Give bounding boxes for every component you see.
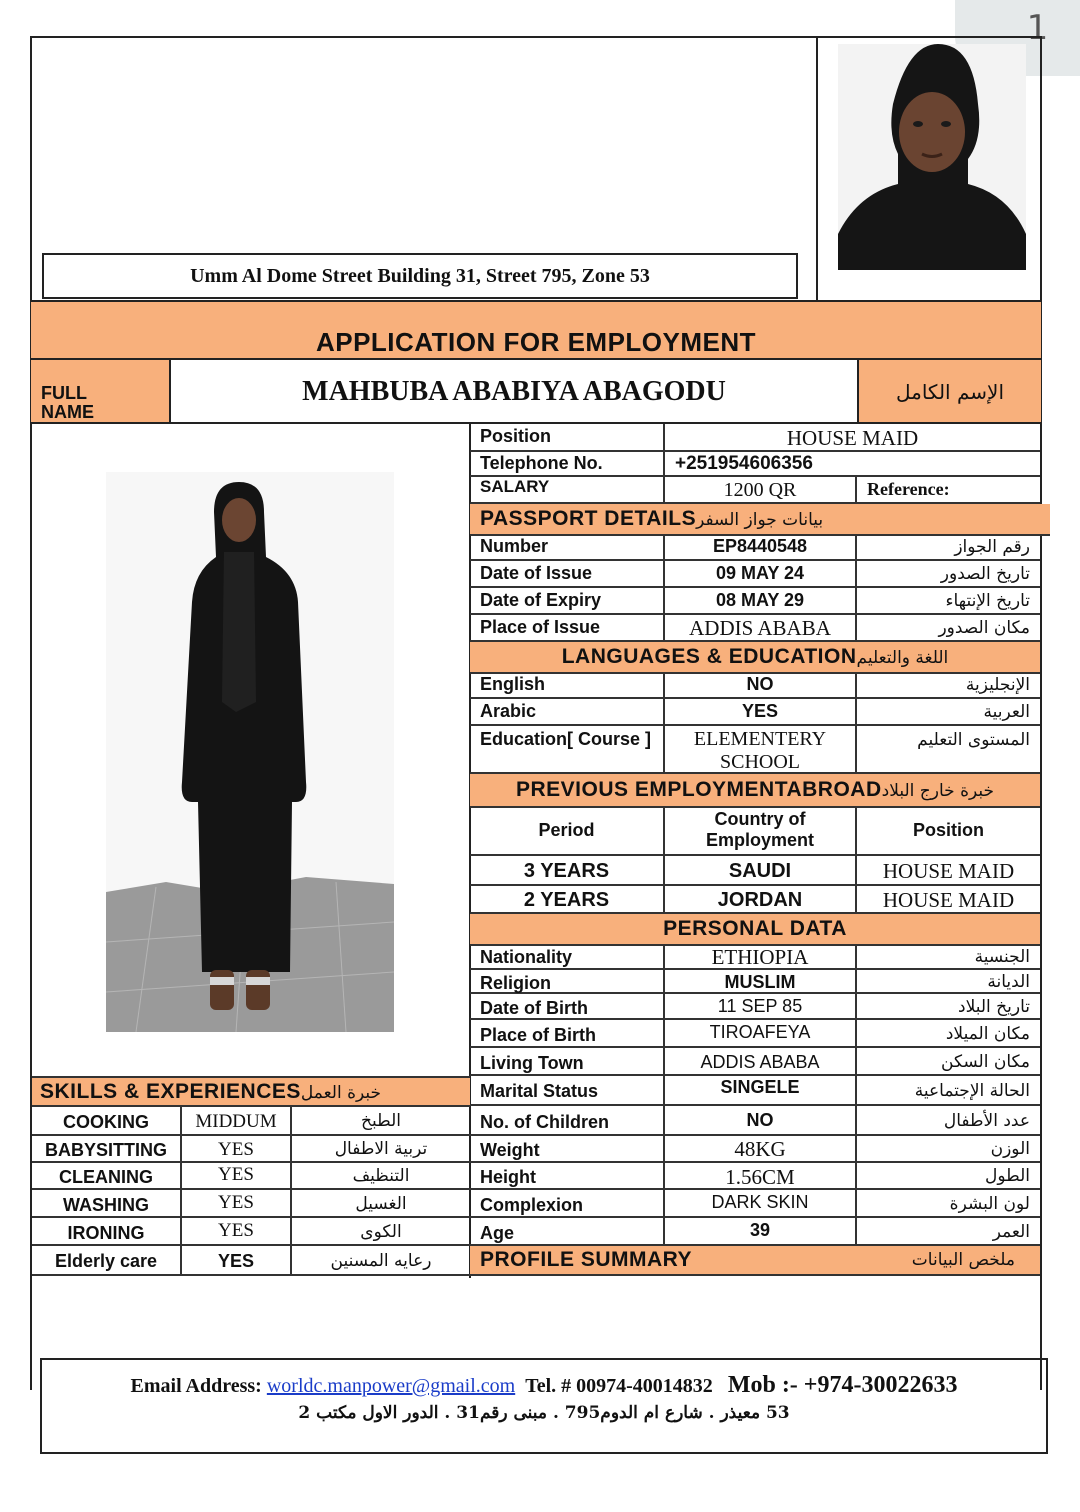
employment-country: SAUDI (665, 856, 857, 884)
skill-arabic: الغسيل (355, 1194, 407, 1214)
employment-country: JORDAN (665, 886, 857, 912)
email-label: Email Address: (130, 1375, 262, 1397)
full-body-photo (106, 472, 394, 1032)
footer-contact-line (42, 1360, 1046, 1399)
skill-name: COOKING (32, 1107, 182, 1134)
skill-level: MIDDUM (182, 1107, 292, 1134)
skill-row (32, 1136, 470, 1163)
skill-row (32, 1163, 470, 1190)
position-label: Position (470, 424, 665, 450)
profile-summary-bar (470, 1246, 1040, 1276)
place-of-issue-arabic: مكان الصدور (938, 618, 1030, 638)
salary-row (470, 477, 1040, 504)
english-value: NO (665, 672, 857, 697)
language-row (470, 699, 1040, 726)
personal-row (470, 1190, 1040, 1218)
salary-value: 1200 QR (665, 477, 857, 502)
marital-status-label: Marital Status (470, 1076, 665, 1104)
age-label: Age (470, 1218, 665, 1244)
skill-level: YES (182, 1246, 292, 1274)
position-value: HOUSE MAID (786, 426, 919, 450)
page-title: APPLICATION FOR EMPLOYMENT (315, 327, 757, 357)
position-column-header: Position (913, 820, 984, 840)
address-text: Umm Al Dome Street Building 31, Street 795, Zone 53 (190, 265, 650, 287)
nationality-value: ETHIOPIA (665, 944, 857, 968)
place-of-issue-label: Place of Issue (470, 615, 665, 640)
languages-header-arabic: اللغة والتعليم (856, 648, 949, 668)
skill-row (32, 1218, 470, 1246)
issue-date-label: Date of Issue (470, 561, 665, 586)
position-row (470, 424, 1040, 452)
religion-arabic: الديانة (987, 972, 1030, 992)
skills-header-arabic: خبرة العمل (300, 1083, 382, 1103)
dob-value: 11 SEP 85 (665, 994, 857, 1018)
languages-header-text: LANGUAGES & EDUCATION (561, 645, 857, 668)
religion-label: Religion (470, 970, 665, 992)
dob-arabic: تاريخ البلاد (958, 997, 1030, 1017)
passport-number-arabic: رقم الجواز (954, 537, 1030, 557)
skill-arabic: الطبخ (361, 1111, 401, 1131)
religion-value: MUSLIM (665, 970, 857, 992)
living-town-arabic: مكان السكن (941, 1052, 1030, 1072)
skill-row (32, 1107, 470, 1136)
skill-name: BABYSITTING (32, 1136, 182, 1161)
skill-name: Elderly care (32, 1246, 182, 1274)
passport-row (470, 561, 1040, 588)
nationality-arabic: الجنسية (974, 947, 1030, 967)
english-arabic: الإنجليزية (965, 675, 1030, 695)
place-of-issue-value: ADDIS ABABA (665, 615, 857, 640)
employment-header-text: PREVIOUS EMPLOYMENTABROAD (516, 778, 882, 801)
place-of-birth-label: Place of Birth (470, 1020, 665, 1046)
personal-row (470, 944, 1040, 970)
employment-column-headers (470, 806, 1040, 856)
arabic-value: YES (665, 699, 857, 724)
living-town-label: Living Town (470, 1048, 665, 1074)
title-bar (31, 300, 1041, 360)
passport-row (470, 615, 1040, 642)
skills-header (32, 1076, 470, 1107)
employment-period: 2 YEARS (470, 886, 665, 912)
skill-row (32, 1190, 470, 1218)
weight-arabic: الوزن (990, 1139, 1030, 1159)
passport-header-text: PASSPORT DETAILS (480, 507, 697, 530)
telephone-text: Tel. # 00974-40014832 (525, 1375, 713, 1397)
languages-header (470, 642, 1040, 674)
height-arabic: الطول (985, 1166, 1030, 1186)
telephone-value: +251954606356 (675, 453, 813, 474)
children-label: No. of Children (470, 1106, 665, 1134)
employment-period: 3 YEARS (470, 856, 665, 884)
reference-label: Reference: (867, 479, 950, 499)
education-arabic: المستوى التعليم (917, 730, 1030, 750)
email-link[interactable]: worldc.manpower@gmail.com (266, 1375, 516, 1397)
expiry-date-label: Date of Expiry (470, 588, 665, 613)
personal-row (470, 1106, 1040, 1136)
telephone-row (470, 452, 1040, 477)
employment-header (470, 774, 1040, 808)
company-address (42, 253, 798, 299)
skill-level: YES (182, 1190, 292, 1216)
skill-level: YES (182, 1218, 292, 1244)
full-name-label (31, 360, 169, 424)
place-of-birth-arabic: مكان الميلاد (945, 1024, 1030, 1044)
full-name-arabic-text: الإسم الكامل (895, 380, 1005, 404)
nationality-label: Nationality (470, 944, 665, 968)
mobile-text: Mob :- +974-30022633 (727, 1372, 958, 1398)
children-arabic: عدد الأطفال (943, 1111, 1030, 1131)
personal-row (470, 994, 1040, 1020)
personal-header (470, 914, 1040, 946)
language-row (470, 672, 1040, 699)
children-value: NO (665, 1106, 857, 1134)
marital-status-arabic: الحالة الإجتماعية (914, 1081, 1030, 1101)
personal-row (470, 1076, 1040, 1106)
passport-header-arabic: بيانات جواز السفر (696, 510, 824, 530)
expiry-date-arabic: تاريخ الإنتهاء (945, 591, 1030, 611)
period-column-header: Period (470, 806, 665, 854)
weight-value: 48KG (665, 1136, 857, 1161)
personal-row (470, 970, 1040, 994)
issue-date-arabic: تاريخ الصدور (940, 564, 1030, 584)
complexion-label: Complexion (470, 1190, 665, 1216)
employment-row (470, 856, 1040, 886)
age-value: 39 (665, 1218, 857, 1244)
passport-photo (838, 44, 1026, 270)
personal-row (470, 1163, 1040, 1190)
language-row (470, 726, 1040, 774)
skill-level: YES (182, 1136, 292, 1161)
skill-level: YES (182, 1163, 292, 1188)
employment-row (470, 886, 1040, 914)
personal-row (470, 1020, 1040, 1048)
personal-row (470, 1136, 1040, 1163)
issue-date-value: 09 MAY 24 (665, 561, 857, 586)
employment-position: HOUSE MAID (882, 888, 1015, 912)
skill-arabic: تربية الاطفال (334, 1139, 428, 1159)
age-arabic: العمر (992, 1222, 1030, 1242)
full-name-text: MAHBUBA ABABIYA ABAGODU (302, 376, 726, 407)
place-of-birth-value: TIROAFEYA (665, 1020, 857, 1046)
skill-arabic: الكوى (360, 1222, 402, 1242)
skill-arabic: رعايه المسنين (330, 1251, 432, 1271)
skills-header-text: SKILLS & EXPERIENCES (40, 1080, 301, 1103)
page-number: 1 (1026, 8, 1049, 48)
weight-label: Weight (470, 1136, 665, 1161)
country-column-header: Country of Employment (665, 806, 857, 854)
footer-arabic-address: 53 معيذر . شارع ام الدوم795 . مبنى رقم31 . الدور الاول مكتب 2 (298, 1403, 790, 1423)
education-label: Education[ Course ] (470, 726, 665, 772)
personal-row (470, 1048, 1040, 1076)
full-name-arabic (857, 360, 1041, 424)
arabic-arabic: العربية (983, 702, 1030, 722)
full-name-value (169, 360, 857, 424)
personal-row (470, 1218, 1040, 1246)
passport-header (470, 504, 1050, 536)
skill-name: IRONING (32, 1218, 182, 1244)
top-frame-divider (816, 36, 818, 300)
skill-row (32, 1246, 470, 1276)
expiry-date-value: 08 MAY 29 (665, 588, 857, 613)
passport-number-value: EP8440548 (665, 534, 857, 559)
education-value: ELEMENTERY SCHOOL (665, 726, 857, 772)
full-name-label-text: FULL NAME (41, 383, 94, 422)
passport-number-label: Number (470, 534, 665, 559)
footer-contact-box (40, 1358, 1048, 1454)
skill-name: WASHING (32, 1190, 182, 1216)
employment-position: HOUSE MAID (882, 859, 1015, 883)
complexion-value: DARK SKIN (665, 1190, 857, 1216)
arabic-label: Arabic (470, 699, 665, 724)
height-value: 1.56CM (665, 1163, 857, 1188)
telephone-label: Telephone No. (470, 452, 665, 475)
personal-header-text: PERSONAL DATA (663, 917, 847, 940)
profile-summary-label: PROFILE SUMMARY (480, 1248, 693, 1271)
skill-arabic: التنظيف (352, 1166, 410, 1186)
dob-label: Date of Birth (470, 994, 665, 1018)
profile-summary-arabic: ملخص البيانات (911, 1250, 1015, 1270)
passport-row (470, 588, 1040, 615)
height-label: Height (470, 1163, 665, 1188)
salary-label: SALARY (470, 477, 665, 502)
marital-status-value: SINGELE (665, 1076, 857, 1104)
living-town-value: ADDIS ABABA (665, 1048, 857, 1074)
english-label: English (470, 672, 665, 697)
passport-row (470, 534, 1040, 561)
employment-header-arabic: خبرة خارج البلاد (881, 781, 994, 801)
skill-name: CLEANING (32, 1163, 182, 1188)
complexion-arabic: لون البشرة (949, 1194, 1030, 1214)
